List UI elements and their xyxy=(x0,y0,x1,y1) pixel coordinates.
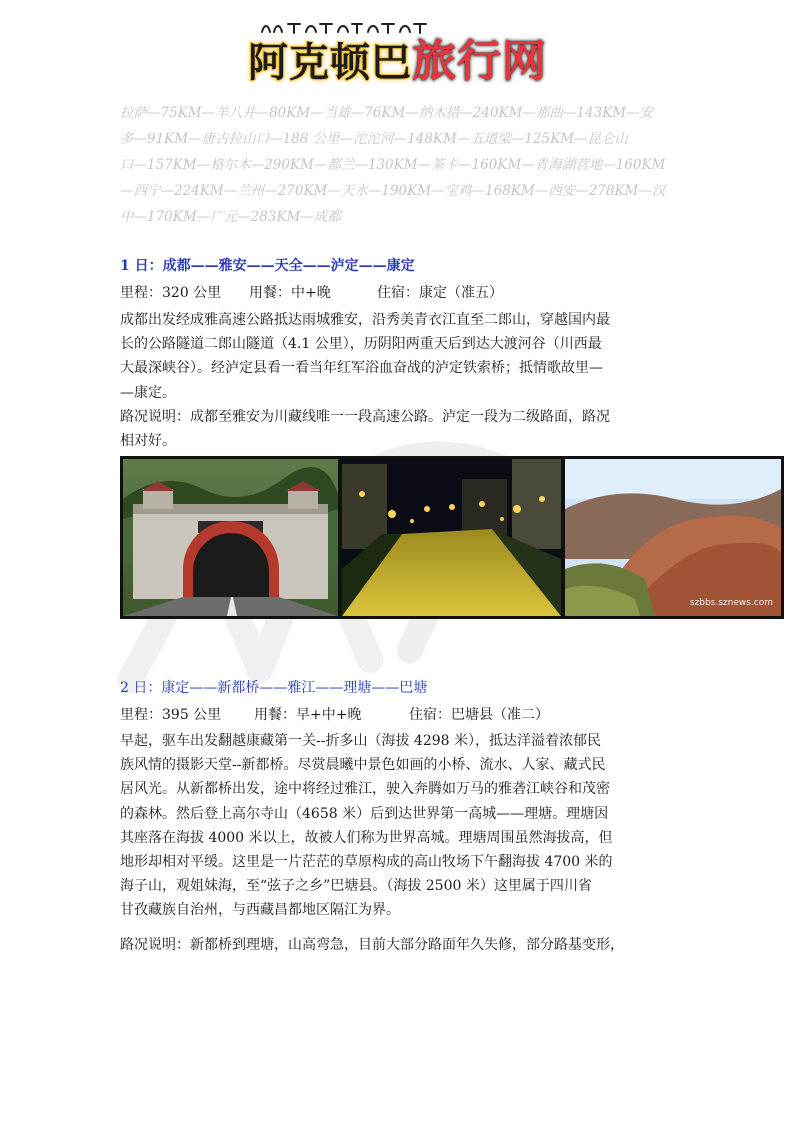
day2-meta xyxy=(120,703,549,727)
route-line: 口—157KM—格尔木—290KM—都兰—130KM—茶卡—160KM—青海湖营地—160KM xyxy=(120,157,666,173)
day2-desc-line: 地形却相对平缓。这里是一片茫茫的草原构成的高山牧场下午翻海拔 4700 米的 xyxy=(120,854,613,871)
day2-desc-line: 海子山，观姐妹海，至“弦子之乡”巴塘县。（海拔 2500 米）这里属于四川省 xyxy=(120,878,592,895)
site-name-part1: 阿克顿巴 xyxy=(248,40,412,86)
day1-lodging: 住宿：康定（准五） xyxy=(377,285,503,301)
day2-desc-line: 居风光。从新都桥出发，途中将经过雅江，驶入奔腾如万马的雅砻江峡谷和茂密 xyxy=(120,781,610,798)
day1-distance: 里程：320 公里 xyxy=(120,285,222,301)
route-line: 拉萨—75KM—羊八井—80KM—当雄—76KM—纳木措—240KM—那曲—143KM—安 xyxy=(120,105,654,121)
site-name xyxy=(248,38,547,87)
day2-road-line: 路况说明：新都桥到理塘，山高弯急，目前大部分路面年久失修，部分路基变形， xyxy=(120,937,624,953)
canyon-photo xyxy=(565,459,781,616)
day1-meta xyxy=(120,281,503,305)
site-logo xyxy=(248,18,548,88)
day2-desc-line: 其座落在海拔 4000 米以上，故被人们称为世界高城。理塘周围虽然海拔高，但 xyxy=(120,829,613,846)
route-line: 中—170KM—广元—283KM—成都 xyxy=(120,209,341,225)
day2-desc-line: 族风情的摄影天堂--新都桥。尽赏晨曦中景色如画的小桥、流水、人家、藏式民 xyxy=(120,757,606,774)
day2-lodging: 住宿：巴塘县（准二） xyxy=(409,707,549,723)
tunnel-photo xyxy=(123,459,338,616)
route-line: 多—91KM—唐古拉山口—188 公里—沱沱河—148KM—五道梁—125KM—昆仑山 xyxy=(120,131,628,147)
day2-description xyxy=(120,729,676,923)
photo-strip xyxy=(120,456,784,619)
tibetan-script-logo-text xyxy=(258,20,438,36)
route-summary xyxy=(120,100,680,230)
day2-desc-line: 的森林。然后登上高尔寺山（4658 米）后到达世界第一高城——理塘。理塘因 xyxy=(120,805,609,822)
day1-desc-line: —康定。 xyxy=(120,384,176,401)
day1-meals: 用餐：中+晚 xyxy=(249,285,331,301)
day2-distance: 里程：395 公里 xyxy=(120,707,222,723)
route-line: —西宁—224KM—兰州—270KM—天水—190KM—宝鸡—168KM—西安—278KM—汉 xyxy=(120,183,666,199)
day1-road-line: 相对好。 xyxy=(120,433,176,450)
day1-title: 1 日：成都——雅安——天全——泸定——康定 xyxy=(120,258,415,274)
day1-desc-line: 成都出发经成雅高速公路抵达雨城雅安，沿秀美青衣江直至二郎山，穿越国内最 xyxy=(120,312,610,328)
day1-desc-line: 长的公路隧道二郎山隧道（4.1 公里），历阴阳两重天后到达大渡河谷（川西最 xyxy=(120,336,602,353)
day1-road-line: 路况说明：成都至雅安为川藏线唯一一段高速公路。泸定一段为二级路面，路况 xyxy=(120,409,610,425)
day2-road-conditions xyxy=(120,933,676,957)
day2-desc-line: 甘孜藏族自治州，与西藏昌都地区隔江为界。 xyxy=(120,902,400,919)
day1-description xyxy=(120,308,676,405)
day2-meals: 用餐：早+中+晚 xyxy=(254,707,362,723)
site-name-part2: 旅行网 xyxy=(412,36,547,87)
day2-desc-line: 早起，驱车出发翻越康藏第一关--折多山（海拔 4298 米），抵达洋溢着浓郁民 xyxy=(120,733,601,749)
night-river-photo xyxy=(342,459,561,616)
day1-road-conditions xyxy=(120,405,676,453)
photo-credit: szbbs.sznews.com xyxy=(689,598,773,608)
day1-desc-line: 大最深峡谷）。经泸定县看一看当年红军浴血奋战的泸定铁索桥；抵情歌故里— xyxy=(120,360,603,377)
day2-title: 2 日：康定——新都桥——雅江——理塘——巴塘 xyxy=(120,680,428,696)
